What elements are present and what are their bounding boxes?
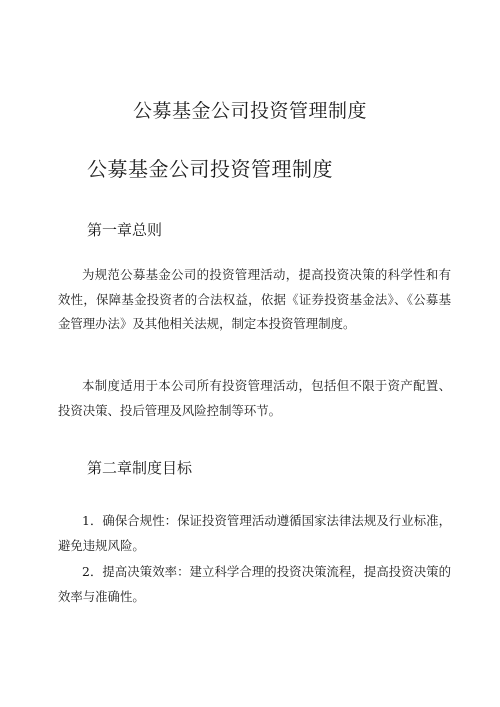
chapter-2-title: 第二章制度目标	[87, 459, 193, 477]
document-title: 公募基金公司投资管理制度	[132, 100, 367, 122]
chapter-1-title: 第一章总则	[87, 221, 163, 239]
chapter-1-paragraph-1: 为规范公募基金公司的投资管理活动，提高投资决策的科学性和有效性，保障基金投资者的合法权益，依据《证券投资基金法》、《公募基金管理办法》及其他相关法规，制定本投资管理制度。	[58, 267, 451, 331]
chapter-2-item-1: 1．确保合规性：保证投资管理活动遵循国家法律法规及行业标准，避免违规风险。	[58, 513, 451, 553]
document-heading: 公募基金公司投资管理制度	[87, 157, 333, 181]
chapter-1-paragraph-2: 本制度适用于本公司所有投资管理活动，包括但不限于资产配置、投资决策、投后管理及风险控制等环节。	[58, 378, 451, 418]
chapter-2-item-2: 2．提高决策效率：建立科学合理的投资决策流程，提高投资决策的效率与准确性。	[58, 564, 451, 604]
